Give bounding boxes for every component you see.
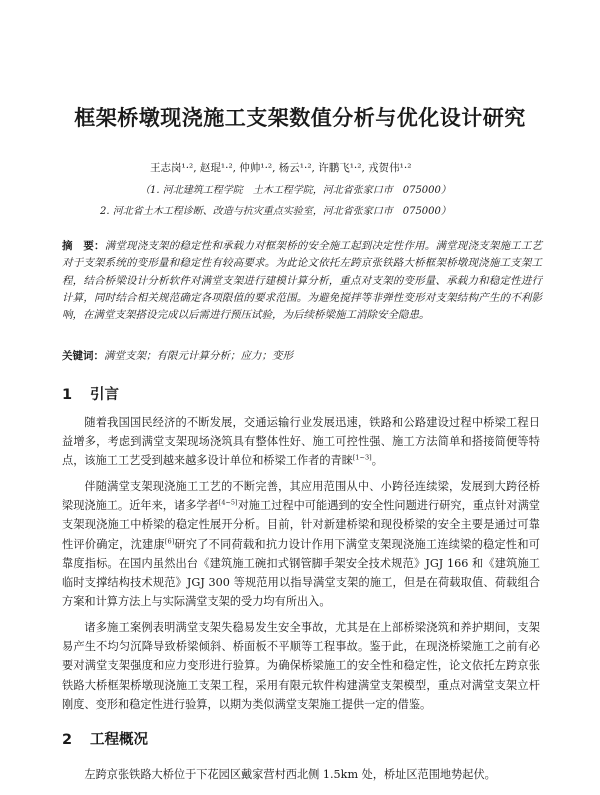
affiliation-2: 2. 河北省土木工程诊断、改造与抗灾重点实验室，河北省张家口市 075000） bbox=[100, 206, 451, 217]
paragraph bbox=[62, 618, 540, 714]
section-title: 工程概况 bbox=[90, 732, 148, 748]
keywords-text: 满堂支架；有限元计算分析；应力；变形 bbox=[104, 350, 293, 362]
paragraph bbox=[62, 477, 540, 611]
citation: [4~5] bbox=[218, 498, 238, 507]
paragraph-text: 左跨京张铁路大桥位于下花园区戴家营村西北侧 1.5km 处，桥址区范围地势起伏。 bbox=[84, 768, 496, 781]
citation: [6] bbox=[164, 536, 175, 545]
affiliation-1: （1. 河北建筑工程学院 土木工程学院，河北省张家口市 075000） bbox=[140, 185, 451, 196]
paragraph-text: 研究了不同荷载和抗力设计作用下满堂支架现浇施工连续梁的稳定性和可靠度指标。在国内虽然出台《建筑施工碗扣式钢管脚手架安全技术规范》JGJ 166 和《建筑施工临时支撑结构技术规范》JGJ 300 等规范用以指导满堂支架的施工，但是在荷载取值、荷载组合方案和计算方法上与实际满堂支架的受力均有所出入。 bbox=[62, 537, 540, 609]
section-number: 2 bbox=[62, 732, 73, 748]
section-heading-project-overview bbox=[62, 728, 148, 749]
author-list: 王志岗¹·², 赵琨¹·², 仲帅¹·², 杨云¹·², 许鹏飞¹·², 戎贺伟¹·² bbox=[150, 162, 412, 174]
paragraph-text: 。 bbox=[371, 454, 383, 468]
paper-title: 框架桥墩现浇施工支架数值分析与优化设计研究 bbox=[74, 106, 526, 130]
paragraph-text: 诸多施工案例表明满堂支架失稳易发生安全事故，尤其是在上部桥梁浇筑和养护期间，支架易产生不均匀沉降导致桥梁倾斜、桥面板不平顺等工程事故。鉴于此，在现浇桥梁施工之前有必要对满堂支架强度和应力变形进行验算。为确保桥梁施工的安全性和稳定性，论文依托左跨京张铁路大桥框架桥墩现浇施工支架工程，采用有限元软件构建满堂支架模型，重点对满堂支架立杆刚度、变形和稳定性进行验算，以期为类似满堂支架施工提供一定的借鉴。 bbox=[62, 621, 540, 711]
keywords-label: 关键词： bbox=[62, 350, 104, 362]
section-title: 引言 bbox=[90, 387, 119, 403]
section-heading-introduction bbox=[62, 383, 119, 404]
paragraph bbox=[62, 765, 540, 784]
abstract-text: 满堂现浇支架的稳定性和承载力对框架桥的安全施工起到决定性作用。满堂现浇支架施工工艺对于支架系统的变形量和稳定性有较高要求。为此论文依托左跨京张铁路大桥框架桥墩现浇施工支架工程，结合桥梁设计分析软件对满堂支架进行建模计算分析，重点对支架的变形量、承载力和稳定性进行计算，同时结合相关规范确定各项限值的要求范围。为避免搅拌等非弹性变形对支架结构产生的不利影响，在满堂支架搭设完成以后需进行预压试验，为后续桥梁施工消除安全隐患。 bbox=[62, 240, 543, 322]
citation: [1~3] bbox=[352, 453, 372, 462]
paragraph bbox=[62, 413, 540, 471]
abstract-block bbox=[62, 238, 542, 324]
section-number: 1 bbox=[62, 387, 73, 403]
paragraph-text: 随着我国国民经济的不断发展，交通运输行业发展迅速，铁路和公路建设过程中桥梁工程日益增多，考虑到满堂支架现场浇筑具有整体性好、施工可控性强、施工方法简单和搭接简便等特点，该施工工艺受到越来越多设计单位和桥梁工作者的青睐 bbox=[62, 416, 540, 468]
abstract-label: 摘 要： bbox=[62, 240, 105, 252]
paragraph-text: 伴随满堂支架现浇施工工艺的不断完善，其应用范围从中、小跨径连续梁，发展到大跨径桥梁现浇施工。近年来，诸多学者 bbox=[62, 480, 540, 513]
keywords-block bbox=[62, 348, 542, 363]
paragraph-text: 对施工过程中可能遇到的安全性问题进行研究，重点针对满堂支架现浇施工中桥梁的稳定性展开分析。目前，针对新建桥梁和现役桥梁的安全主要是通过可靠性评价确定，沈建康 bbox=[62, 499, 540, 551]
